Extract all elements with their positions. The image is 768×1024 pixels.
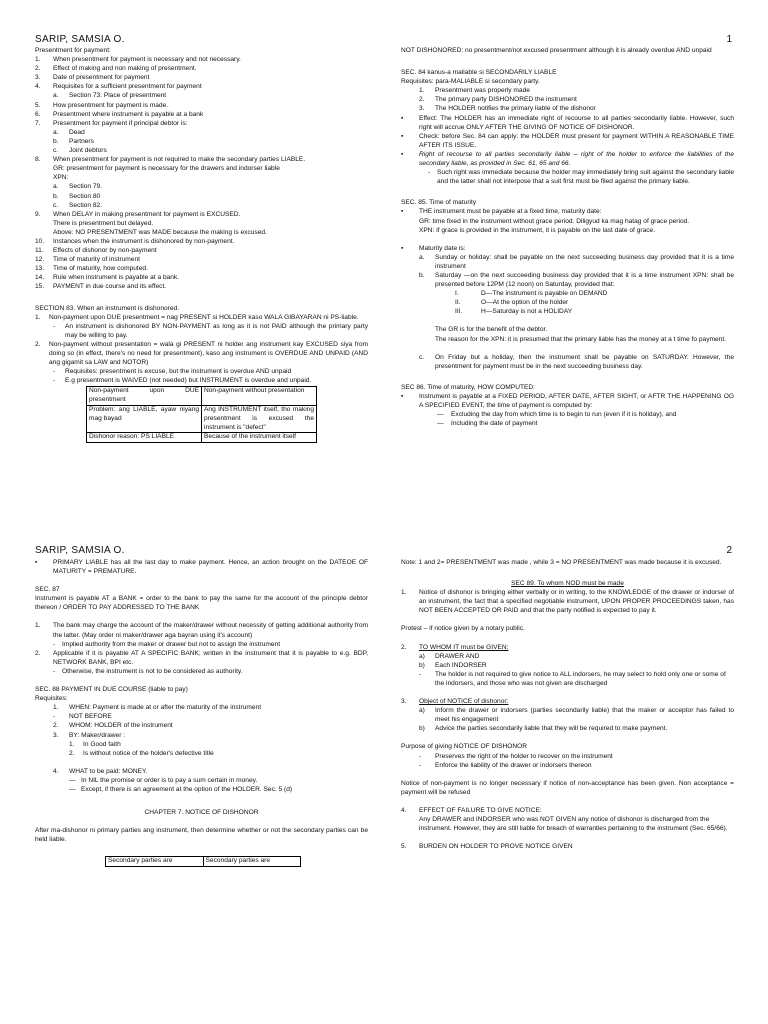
list-item: 10. Instances when the instrument is dishonored by non-payment.: [35, 237, 235, 245]
list-item: ▪ Effect: The HOLDER has an immediate right of recourse to all parties secondarily liable. However, such right will accrue ONLY AFTER THE GIVING OF NOTICE OF DISHONOR.: [401, 114, 734, 131]
list-item: I. D—The instrument is payable on DEMAND: [455, 290, 608, 298]
section-heading: SEC. 88 PAYMENT IN DUE COURSE (liable to pay): [35, 686, 188, 694]
left-column: [35, 46, 368, 443]
list-item: c. Section 82.: [53, 201, 102, 209]
list-item: b) Each INDORSER: [419, 661, 487, 669]
list-item: a) Inform the drawer or indorsers (parties secondarily liable) that the maker or acceptor has failed to meet his engagement: [419, 707, 734, 724]
document-page-2: [0, 517, 768, 1024]
list-item: 5. BURDEN ON HOLDER TO PROVE NOTICE GIVEN: [401, 843, 573, 851]
list-item: b. Partners: [53, 137, 94, 145]
table-cell: Secondary parties are: [106, 857, 204, 867]
section-heading: SEC. 84 kanus-a maliable si SECONDARILY LIABLE: [401, 69, 557, 77]
list-item: ▪ Check: before Sec. 84 can apply: the HOLDER must present for payment WITHIN A REASONABLE TIME AFTER ITS ISSUE.: [401, 132, 734, 149]
list-item: 7. Presentment for payment if principal debtor is:: [35, 119, 188, 127]
list-item: 4. EFFECT OF FAILURE TO GIVE NOTICE:: [401, 806, 542, 814]
page-header-name: SARIP, SAMSIA O.: [35, 545, 125, 556]
list-item: ▪ Instrument is payable at a FIXED PERIOD, AFTER DATE, AFTER SIGHT, or AFTR THE HAPPENING OG A SPECIFIED EVENT, the time of payment is computed by:: [401, 392, 734, 409]
list-item: 1. In Good faith: [69, 740, 121, 748]
paragraph: Protest – if notice given by a notary public.: [401, 625, 525, 633]
conditions-list: [35, 740, 368, 758]
list-item: 5. How presentment for payment is made.: [35, 101, 169, 109]
list-item: 9. When DELAY in making presentment for payment is EXCUSED.: [35, 210, 241, 218]
list-item: b. Saturday —on the next succeeding business day provided that it is a time instrument XPN: shall be presented before 12PM (12 noon) on Saturday, provided that:: [419, 271, 734, 289]
table-row: [87, 405, 317, 432]
paragraph: After ma-dishonor ni primary parties ang instrument, then determine whether or not the secondary parties can be held liable.: [35, 827, 368, 844]
list-item: 1. Non-payment upon DUE presentment = nag PRESENT si HOLDER kaso WALA GIBAYARAN ni PS-liable.: [35, 313, 359, 321]
table-row: [106, 857, 301, 867]
list-item: 1. Presentment was properly made: [419, 87, 530, 95]
list-item: c. On Friday but a holiday, then the instrument shall be payable on SATURDAY. However, the presentment for payment must be in the next succeeding business day.: [419, 353, 734, 370]
list-item: 2. Applicable if it is payable AT A SPECIFIC BANK; written in the instrument that it is payable to e.g. BDP, NETWORK BANK, BPI etc.: [35, 649, 368, 666]
list-item: - The holder is not required to give notice to ALL indorsers, he may select to hold only one or some of the indorsers, and those who was not given are discharged: [419, 670, 726, 687]
paragraph: Requisites: para-MALIABLE si secondary party.: [401, 78, 540, 86]
list-item: - Otherwise, the instrument is not to be considered as authority.: [53, 667, 243, 675]
list-item: 1. When presentment for payment is necessary and not necessary.: [35, 56, 241, 64]
table-cell: Dishonor reason: PS LIABLE: [87, 433, 202, 443]
list-item: ▪ Right of recourse to all parties secondarily liable – right of the holder to enforce the liabilities of the secondary liable, as provided in Sec. 61, 65 and 66.: [401, 150, 734, 168]
list-item: 2. Is without notice of the holder's defective title: [69, 749, 214, 757]
paragraph: The GR is for the benefit of the debtor.: [435, 326, 548, 334]
list-item: - Such right was immediate because the holder may immediately bring suit against the secondary liable and the latter shall not interpose that a suit first must be filed against the primary liable.: [428, 169, 734, 186]
list-item: 2. TO WHOM IT must be GIVEN:: [401, 643, 509, 651]
document-page-1: [0, 0, 768, 507]
list-item: 8. When presentment for payment is not required to make the secondary parties LIABLE.: [35, 156, 306, 164]
list-item: 1. WHEN: Payment is made at or after the maturity of the instrument: [53, 704, 262, 712]
list-item: - NOT BEFORE: [53, 713, 112, 721]
list-item: a. Section 73. Place of presentment: [53, 92, 167, 100]
list-item: 2. Non-payment without presentation = wala gi PRESENT ni holder ang instrument kay EXCUSED siya from doing so (in effect, there's no need for presentment), kaso ang instrument is OVERDUE AND UNPAID (AND ang gigamit sa LAW and NOTOR): [35, 340, 368, 367]
table-cell: Problem: ang LIABLE, ayaw niyang mag bayad: [87, 405, 202, 432]
list-item: 3. Object of NOTICE of dishonor:: [401, 698, 509, 706]
list-item: — Except, if there is an agreement at the option of the HOLDER. Sec. 5 (d): [69, 785, 293, 793]
list-item: 15. PAYMENT in due course and its effect.: [35, 283, 167, 291]
table-cell: Secondary parties are: [203, 857, 301, 867]
page-header-name: SARIP, SAMSIA O.: [35, 34, 125, 45]
section-heading: SECTION 83. When an instrument is dishonored.: [35, 304, 180, 312]
paragraph: NOT DISHONORED: no presentment/not excused presentment although it is already overdue AND unpaid: [401, 47, 712, 54]
list-item: - Enforce the liability of the drawer or indorsers thereon: [419, 761, 592, 769]
list-item: 2. The primary party DISHONORED the instrument: [419, 96, 577, 104]
section-heading: SEC. 85. Time of maturity: [401, 199, 477, 207]
list-item: 6. Presentment where instrument is payable at a bank: [35, 110, 204, 118]
list-item: a) DRAWER AND: [419, 652, 480, 660]
list-item: - Preserves the right of the holder to recover on the instrument: [419, 752, 613, 760]
list-item: 12. Time of maturity of instrument: [35, 256, 140, 264]
list-item: ▪ Maturity date is:: [401, 244, 466, 252]
list-item: 4. Requisites for a sufficient presentment for payment: [35, 83, 202, 91]
list-item: 1. Notice of dishonor is bringing either verbally or in writing, to the KNOWLEDGE of the drawer or indorser of an instrument, the fact that a specified negotiable instrument, UPON PROPER PROCEEDINGS taken, has NOT BEEN ACCEPTED OR PAID and that the party notified is expected to pay it.: [401, 589, 734, 615]
section-heading: SEC. 87: [35, 586, 60, 594]
table-cell: Non-payment upon DUE presentment: [87, 387, 202, 406]
list-item: a. Dead: [53, 128, 85, 136]
list-item: a. Sunday or holiday: shall be payable on the next succeeding business day provided that it is a time instrument: [419, 253, 734, 270]
list-item: - Implied authority from the maker or drawer but not to assign the instrument: [53, 640, 281, 648]
list-item: XPN:: [53, 174, 69, 182]
list-item: II. O—At the option of the holder: [455, 299, 569, 307]
presentment-outline: [35, 55, 368, 291]
table-cell: Non-payment without presentation: [202, 387, 317, 406]
paragraph: Purpose of giving NOTICE OF DISHONOR: [401, 743, 528, 751]
paragraph: Requisites:: [35, 695, 68, 703]
list-item: GR: presentment for payment is necessary for the drawers and indorser liable: [53, 165, 280, 173]
table-cell: Because of the instrument itself: [202, 433, 317, 443]
list-item: 14. Rule when instrument is payable at a bank.: [35, 274, 180, 282]
list-item: - Requisites: presentment is excuse, but the instrument is overdue AND unpaid: [53, 368, 292, 376]
section-heading: Presentment for payment:: [35, 47, 111, 54]
table-cell: Ang INSTRUMENT itself, tho making presentment is excused the instrument is "defect": [202, 405, 317, 432]
list-item: b) Advice the parties secondarily liable that they will be required to make payment.: [419, 725, 668, 733]
table-row: [87, 387, 317, 406]
list-item: ▪ THE instrument must be payable at a fixed time, maturity date: GR: time fixed in the instrument without grace period. Diligyud ka mag hatag of grace period. XPN: if grace is provided in the instrument, it is payable on the last date of grace.: [401, 208, 690, 234]
list-item: - E.g presentment is WAIVED (not needed) but INSTRUMENT is overdue and unpaid.: [53, 377, 312, 385]
table-row: [87, 433, 317, 443]
paragraph: Notice of non-payment is no longer necessary if notice of non-acceptance has been given. Non acceptance = payment will be refused: [401, 779, 734, 796]
paragraph: Any DRAWER and INDORSER who was NOT GIVEN any notice of dishonor is discharged from the instrument. However, they are still liable for breach of warranties pertaining to the instrument (Sec. 65/66).: [419, 815, 728, 833]
paragraph: Note: 1 and 2= PRESENTMENT was made , while 3 = NO PRESENTMENT was made because it is excused.: [401, 559, 722, 566]
list-item: 3. Date of presentment for payment: [35, 74, 150, 82]
list-item: There is presentment but delayed.: [53, 219, 154, 227]
comparison-table: [86, 386, 317, 443]
list-item: 11. Effects of dishonor by non-payment: [35, 247, 157, 255]
list-item: 2. Effect of making and non making of presentment.: [35, 65, 197, 73]
list-item: ▪ PRIMARY LIABLE has all the last day to make payment. Hence, an action brought on the DATEOE OF MATURITY = PREMATURE.: [35, 559, 368, 576]
list-item: 4. WHAT to be paid: MONEY.: [53, 767, 148, 775]
requisites-list: [401, 86, 734, 113]
secondary-parties-table: [105, 856, 301, 867]
list-item: III. H—Saturday is not a HOLIDAY: [455, 308, 573, 316]
page-number: 1: [726, 34, 732, 45]
section-heading: SEC 89. To whom NOD must be made: [511, 580, 624, 588]
list-item: — Including the date of payment: [437, 420, 538, 428]
list-item: b. Section 80: [53, 192, 101, 200]
chapter-title: CHAPTER 7. NOTICE OF DISHONOR: [144, 809, 259, 817]
section-heading: SEC 86. Time of maturity, HOW COMPUTED:: [401, 383, 535, 391]
list-item: 2. WHOM: HOLDER of the instrument: [53, 722, 173, 730]
list-item: — In NIL the promise or order is to pay a sum certain in money.: [69, 776, 258, 784]
list-item: 1. The bank may charge the account of the maker/drawer without necessity of getting additional authority from the latter. (May order ni maker/drawer aga bayran using it's account): [35, 622, 368, 639]
list-item: 3. The HOLDER notifies the primary liable of the dishonor: [419, 105, 596, 113]
list-item: - An instrument is dishonored BY NON-PAYMENT as long as it is not PAID although the primary party may be willing to pay.: [53, 322, 368, 339]
paragraph: The reason for the XPN: it is presumed that the primary liable has the money at a t time fo payment.: [435, 335, 726, 343]
list-item: c. Joint debtors: [53, 147, 107, 155]
right-column: [401, 46, 734, 428]
conditions-list: [401, 289, 734, 316]
page-number: 2: [726, 545, 732, 556]
note-block: [401, 325, 734, 343]
list-item: 13. Time of maturity, how computed.: [35, 265, 148, 273]
list-item: Above: NO PRESENTMENT was MADE because the making is excused.: [53, 228, 267, 236]
list-item: — Excluding the day from which time is to begin to run (even if it is holiday), and: [437, 411, 677, 419]
paragraph: Instrument is payable AT a BANK = order to the bank to pay the same for the account of the principle debtor thereon / ORDER TO PAY ADDRESSED TO THE BANK: [35, 595, 368, 612]
left-column: [35, 558, 368, 867]
list-item: a. Section 79.: [53, 183, 102, 191]
list-item: 3. BY: Maker/drawer :: [53, 731, 126, 739]
right-column: [401, 558, 734, 851]
